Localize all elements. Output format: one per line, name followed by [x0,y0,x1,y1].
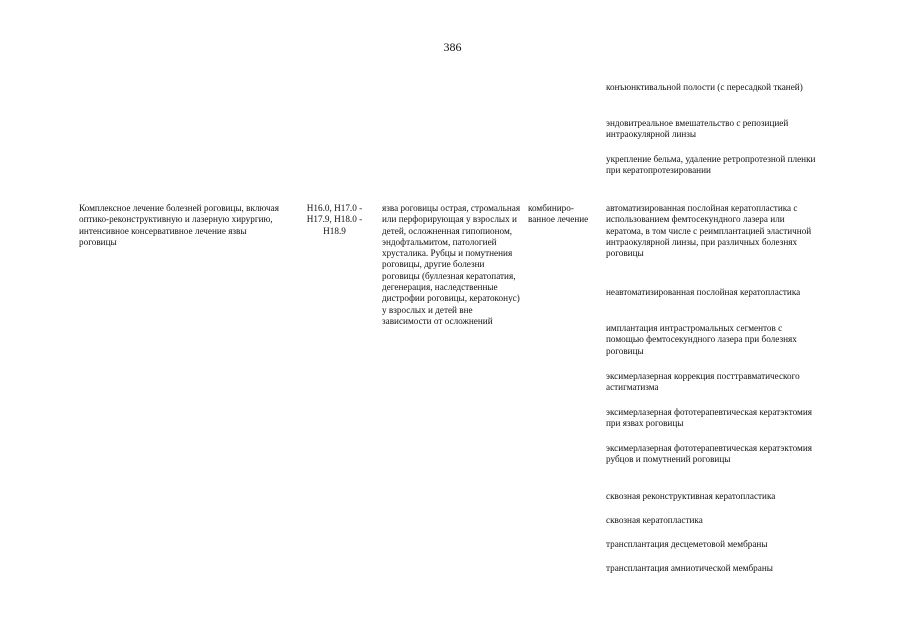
page-number: 386 [443,40,462,54]
method-item-5: эксимерлазерная фототерапевтическая кератэктомия при язвах роговицы [606,407,812,429]
method-item-8: сквозная кератопластика [606,515,703,525]
method-item-4: эксимерлазерная коррекция посттравматического астигматизма [606,371,800,393]
method-item-9: трансплантация десцеметовой мембраны [606,539,768,549]
treatment-type-cell: комбиниро-ванное лечение [528,203,589,225]
method-item-2: неавтоматизированная послойная кератопластика [606,287,801,297]
method-item-7: сквозная реконструктивная кератопластика [606,491,776,501]
method-item-10: трансплантация амниотической мембраны [606,563,773,573]
method-continued-3: укрепление бельма, удаление ретропротезной пленки при кератопротезировании [606,154,816,176]
patient-model-cell: язва роговицы острая, стромальная или перфорирующая у взрослых и детей, осложненная гипопионом, эндофтальмитом, патологией хрусталика. Рубцы и помутнения роговицы, другие болезни роговицы (буллезная кератопатия, дегенерация, наследственные дистрофии роговицы, кератоконус) у взрослых и детей вне зависимости от осложнений [382,203,521,326]
method-item-6: эксимерлазерная фототерапевтическая кератэктомия рубцов и помутнений роговицы [606,443,812,465]
method-continued-2: эндовитреальное вмешательство с репозицией интраокулярной линзы [606,118,789,140]
method-item-1: автоматизированная послойная кератопластика с использованием фемтосекундного лазера или кератома, в том числе с реимплантацией эластичной интраокулярной линзы, при различных болезнях роговицы [606,203,812,259]
method-continued-1: конъюнктивальной полости (с пересадкой тканей) [606,82,803,92]
treatment-name-cell: Комплексное лечение болезней роговицы, включая оптико-реконструктивную и лазерную хирургию, интенсивное консервативное лечение язвы роговицы [79,203,279,247]
icd-codes-cell: H16.0, H17.0 - H17.9, H18.0 - H18.9 [306,203,363,236]
method-item-3: имплантация интрастромальных сегментов с помощью фемтосекундного лазера при болезнях роговицы [606,323,797,356]
